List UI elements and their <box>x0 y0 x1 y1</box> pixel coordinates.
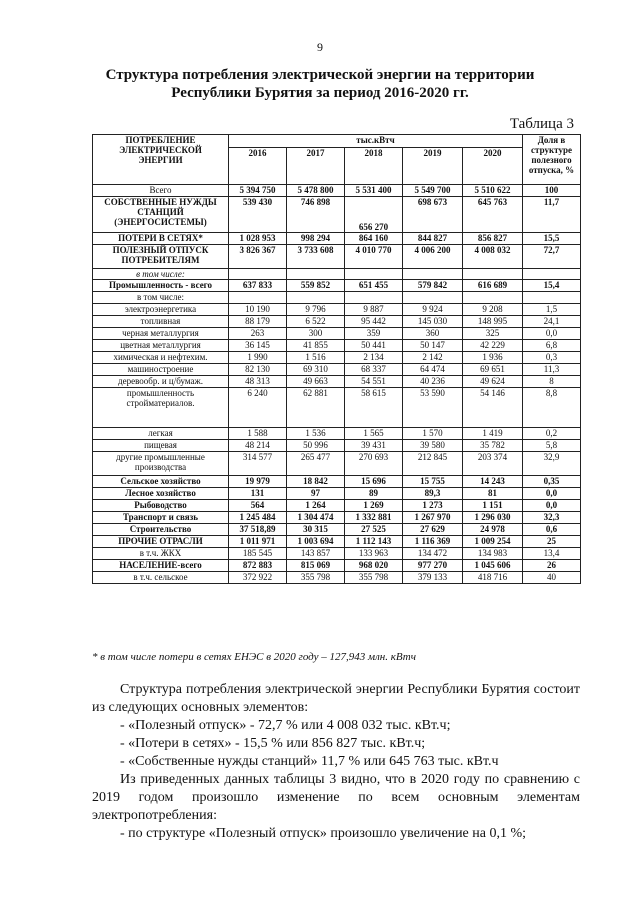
table-cell: 1 112 143 <box>345 536 403 548</box>
table-cell: 24 978 <box>463 524 523 536</box>
table-cell: 2 134 <box>345 352 403 364</box>
table-cell: 968 020 <box>345 560 403 572</box>
table-cell: 9 796 <box>287 304 345 316</box>
table-cell: 359 <box>345 328 403 340</box>
table-cell: 325 <box>463 328 523 340</box>
table-cell: 48 313 <box>229 376 287 388</box>
table-label: Таблица 3 <box>509 116 574 132</box>
table-cell: 263 <box>229 328 287 340</box>
consumption-table <box>92 134 581 584</box>
table-cell: 5 394 750 <box>229 185 287 197</box>
table-cell: 656 270 <box>345 197 403 233</box>
list-item: - «Собственные нужды станций» 11,7 % или 645 763 тыс. кВт.ч <box>120 754 499 769</box>
table-cell: 1 296 030 <box>463 512 523 524</box>
share-cell: 0,35 <box>523 476 581 488</box>
table-row <box>93 488 581 500</box>
table-cell: 62 881 <box>287 388 345 428</box>
table-cell: 1 588 <box>229 428 287 440</box>
table-cell <box>345 269 403 280</box>
share-cell: 0,2 <box>523 428 581 440</box>
share-cell: 24,1 <box>523 316 581 328</box>
table-cell: 270 693 <box>345 452 403 476</box>
table-cell: 9 887 <box>345 304 403 316</box>
table-cell: 185 545 <box>229 548 287 560</box>
row-label: Сельское хозяйство <box>93 476 229 488</box>
table-cell: 637 833 <box>229 280 287 292</box>
table-cell: 856 827 <box>463 233 523 245</box>
table-cell: 10 190 <box>229 304 287 316</box>
table-cell: 42 229 <box>463 340 523 352</box>
table-cell: 64 474 <box>403 364 463 376</box>
table-cell: 69 651 <box>463 364 523 376</box>
table-cell: 40 236 <box>403 376 463 388</box>
table-cell: 134 472 <box>403 548 463 560</box>
table-cell: 39 580 <box>403 440 463 452</box>
table-cell: 355 798 <box>287 572 345 584</box>
table-row <box>93 548 581 560</box>
year-header: 2017 <box>287 148 345 185</box>
table-cell: 698 673 <box>403 197 463 233</box>
table-row <box>93 269 581 280</box>
row-label: Транспорт и связь <box>93 512 229 524</box>
share-cell: 8 <box>523 376 581 388</box>
table-cell: 5 510 622 <box>463 185 523 197</box>
table-cell: 1 565 <box>345 428 403 440</box>
row-label: черная металлургия <box>93 328 229 340</box>
table-cell: 360 <box>403 328 463 340</box>
table-cell: 645 763 <box>463 197 523 233</box>
table-cell: 37 518,89 <box>229 524 287 536</box>
year-header: 2020 <box>463 148 523 185</box>
row-label: пищевая <box>93 440 229 452</box>
share-cell: 32,9 <box>523 452 581 476</box>
table-cell: 15 755 <box>403 476 463 488</box>
table-cell: 89,3 <box>403 488 463 500</box>
table-row <box>93 536 581 548</box>
table-cell: 1 332 881 <box>345 512 403 524</box>
table-cell: 9 924 <box>403 304 463 316</box>
table-cell <box>287 292 345 304</box>
table-cell: 5 478 800 <box>287 185 345 197</box>
table-cell: 95 442 <box>345 316 403 328</box>
table-cell: 50 996 <box>287 440 345 452</box>
table-cell: 58 615 <box>345 388 403 428</box>
footnote: * в том числе потери в сетях ЕНЭС в 2020 году – 127,943 млн. кВтч <box>92 651 416 663</box>
table-cell: 746 898 <box>287 197 345 233</box>
table-row <box>93 524 581 536</box>
table-cell: 1 516 <box>287 352 345 364</box>
table-cell: 300 <box>287 328 345 340</box>
table-row <box>93 500 581 512</box>
table-cell: 418 716 <box>463 572 523 584</box>
share-cell: 0,0 <box>523 488 581 500</box>
table-cell: 579 842 <box>403 280 463 292</box>
table-row <box>93 340 581 352</box>
table-cell: 35 782 <box>463 440 523 452</box>
table-cell: 6 240 <box>229 388 287 428</box>
table-cell: 1 003 694 <box>287 536 345 548</box>
table-cell: 49 663 <box>287 376 345 388</box>
table-cell: 89 <box>345 488 403 500</box>
row-label: СОБСТВЕННЫЕ НУЖДЫ СТАНЦИЙ (ЭНЕРГОСИСТЕМЫ) <box>93 197 229 233</box>
table-cell: 68 337 <box>345 364 403 376</box>
row-label: другие промышленные производства <box>93 452 229 476</box>
table-cell: 50 441 <box>345 340 403 352</box>
table-cell: 815 069 <box>287 560 345 572</box>
list-item: - «Потери в сетях» - 15,5 % или 856 827 тыс. кВт.ч; <box>120 736 426 751</box>
table-cell: 3 826 367 <box>229 245 287 269</box>
table-row <box>93 245 581 269</box>
table-cell: 1 536 <box>287 428 345 440</box>
share-cell: 100 <box>523 185 581 197</box>
row-label: НАСЕЛЕНИЕ-всего <box>93 560 229 572</box>
header-share: Доля в структуре полезного отпуска, % <box>523 135 581 185</box>
row-label: Рыбоводство <box>93 500 229 512</box>
table-cell: 18 842 <box>287 476 345 488</box>
row-label: ПРОЧИЕ ОТРАСЛИ <box>93 536 229 548</box>
row-label: химическая и нефтехим. <box>93 352 229 364</box>
table-cell <box>229 292 287 304</box>
year-header: 2018 <box>345 148 403 185</box>
row-label: в том числе: <box>93 292 229 304</box>
share-cell: 6,8 <box>523 340 581 352</box>
table-row <box>93 440 581 452</box>
table-cell: 4 010 770 <box>345 245 403 269</box>
table-cell: 54 146 <box>463 388 523 428</box>
paragraph: Из приведенных данных таблицы 3 видно, что в 2020 году по сравнению с 2019 годом произошло изменение по всем основным элементам электропотребления: <box>92 772 580 823</box>
row-label: ПОЛЕЗНЫЙ ОТПУСК ПОТРЕБИТЕЛЯМ <box>93 245 229 269</box>
table-row <box>93 572 581 584</box>
table-cell: 651 455 <box>345 280 403 292</box>
share-cell: 8,8 <box>523 388 581 428</box>
list-item: - «Полезный отпуск» - 72,7 % или 4 008 032 тыс. кВт.ч; <box>120 718 451 733</box>
row-label: топливная <box>93 316 229 328</box>
row-label: цветная металлургия <box>93 340 229 352</box>
row-label: Всего <box>93 185 229 197</box>
table-row <box>93 316 581 328</box>
list-item: - по структуре «Полезный отпуск» произошло увеличение на 0,1 %; <box>120 826 527 841</box>
share-cell: 11,7 <box>523 197 581 233</box>
table-cell: 1 151 <box>463 500 523 512</box>
table-cell: 54 551 <box>345 376 403 388</box>
table-cell: 265 477 <box>287 452 345 476</box>
table-cell: 2 142 <box>403 352 463 364</box>
share-cell: 25 <box>523 536 581 548</box>
table-cell: 314 577 <box>229 452 287 476</box>
table-cell: 864 160 <box>345 233 403 245</box>
table-cell: 145 030 <box>403 316 463 328</box>
table-cell: 4 008 032 <box>463 245 523 269</box>
paragraph: Структура потребления электрической энергии Республики Бурятия состоит из следующих основных элементов: <box>92 682 580 715</box>
row-label: ПОТЕРИ В СЕТЯХ* <box>93 233 229 245</box>
table-cell: 133 963 <box>345 548 403 560</box>
share-cell: 13,4 <box>523 548 581 560</box>
table-cell: 4 006 200 <box>403 245 463 269</box>
table-cell: 1 028 953 <box>229 233 287 245</box>
table-cell: 30 315 <box>287 524 345 536</box>
table-cell: 1 011 971 <box>229 536 287 548</box>
share-cell <box>523 292 581 304</box>
row-label: электроэнергетика <box>93 304 229 316</box>
year-header: 2016 <box>229 148 287 185</box>
table-row <box>93 452 581 476</box>
table-cell <box>287 269 345 280</box>
row-label: машиностроение <box>93 364 229 376</box>
table-cell: 6 522 <box>287 316 345 328</box>
table-cell: 81 <box>463 488 523 500</box>
table-cell: 27 525 <box>345 524 403 536</box>
table-cell: 1 304 474 <box>287 512 345 524</box>
table-cell: 82 130 <box>229 364 287 376</box>
table-row <box>93 476 581 488</box>
table-cell: 1 990 <box>229 352 287 364</box>
table-row <box>93 280 581 292</box>
table-row <box>93 376 581 388</box>
table-cell <box>403 269 463 280</box>
row-label: промышленность стройматериалов. <box>93 388 229 428</box>
table-row <box>93 328 581 340</box>
table-cell: 41 855 <box>287 340 345 352</box>
table-row <box>93 352 581 364</box>
row-label: Промышленность - всего <box>93 280 229 292</box>
table-row <box>93 388 581 428</box>
table-cell: 49 624 <box>463 376 523 388</box>
table-cell: 1 267 970 <box>403 512 463 524</box>
share-cell: 26 <box>523 560 581 572</box>
table-cell: 1 570 <box>403 428 463 440</box>
table-cell: 616 689 <box>463 280 523 292</box>
table-cell <box>229 269 287 280</box>
share-cell: 15,5 <box>523 233 581 245</box>
share-cell: 15,4 <box>523 280 581 292</box>
table-cell <box>403 292 463 304</box>
table-cell: 88 179 <box>229 316 287 328</box>
table-row <box>93 364 581 376</box>
table-cell: 53 590 <box>403 388 463 428</box>
table-cell: 539 430 <box>229 197 287 233</box>
year-header: 2019 <box>403 148 463 185</box>
table-cell: 1 273 <box>403 500 463 512</box>
row-label: в том числе: <box>93 269 229 280</box>
table-cell: 19 979 <box>229 476 287 488</box>
table-row <box>93 560 581 572</box>
share-cell: 0,3 <box>523 352 581 364</box>
table-cell: 1 009 254 <box>463 536 523 548</box>
table-cell: 1 264 <box>287 500 345 512</box>
table-cell: 564 <box>229 500 287 512</box>
table-cell: 1 419 <box>463 428 523 440</box>
table-cell <box>345 292 403 304</box>
share-cell: 5,8 <box>523 440 581 452</box>
table-row <box>93 233 581 245</box>
row-label: в т.ч. сельское <box>93 572 229 584</box>
table-cell: 559 852 <box>287 280 345 292</box>
table-cell: 148 995 <box>463 316 523 328</box>
table-row <box>93 185 581 197</box>
table-cell: 48 214 <box>229 440 287 452</box>
table-cell: 69 310 <box>287 364 345 376</box>
table-cell: 3 733 608 <box>287 245 345 269</box>
table-row <box>93 428 581 440</box>
table-cell: 50 147 <box>403 340 463 352</box>
table-cell: 5 549 700 <box>403 185 463 197</box>
table-cell: 998 294 <box>287 233 345 245</box>
table-cell: 1 116 369 <box>403 536 463 548</box>
page-title: Структура потребления электрической энергии на территории Республики Бурятия за период 2016-2020 гг. <box>105 67 535 101</box>
body-text <box>92 681 580 843</box>
row-label: Лесное хозяйство <box>93 488 229 500</box>
table-cell: 872 883 <box>229 560 287 572</box>
table-body <box>93 185 581 584</box>
row-label: в т.ч. ЖКХ <box>93 548 229 560</box>
table-cell: 1 245 484 <box>229 512 287 524</box>
table-cell: 379 133 <box>403 572 463 584</box>
table-cell: 5 531 400 <box>345 185 403 197</box>
table-row <box>93 197 581 233</box>
table-cell: 1 936 <box>463 352 523 364</box>
table-cell: 355 798 <box>345 572 403 584</box>
table-cell <box>463 292 523 304</box>
table-cell: 97 <box>287 488 345 500</box>
table-cell: 372 922 <box>229 572 287 584</box>
table-cell: 39 431 <box>345 440 403 452</box>
table-cell: 14 243 <box>463 476 523 488</box>
share-cell: 0,0 <box>523 500 581 512</box>
share-cell: 11,3 <box>523 364 581 376</box>
share-cell: 72,7 <box>523 245 581 269</box>
table-cell: 9 208 <box>463 304 523 316</box>
table-cell: 212 845 <box>403 452 463 476</box>
share-cell: 32,3 <box>523 512 581 524</box>
table-cell: 1 269 <box>345 500 403 512</box>
table-cell: 36 145 <box>229 340 287 352</box>
table-cell: 1 045 606 <box>463 560 523 572</box>
table-cell: 143 857 <box>287 548 345 560</box>
share-cell: 0,0 <box>523 328 581 340</box>
table-cell: 134 983 <box>463 548 523 560</box>
table-cell: 844 827 <box>403 233 463 245</box>
share-cell: 1,5 <box>523 304 581 316</box>
header-units: тыс.кВтч <box>229 135 523 148</box>
share-cell: 0,6 <box>523 524 581 536</box>
page-number: 9 <box>317 40 323 54</box>
header-consumption: ПОТРЕБЛЕНИЕ ЭЛЕКТРИЧЕСКОЙ ЭНЕРГИИ <box>93 135 229 185</box>
table-cell: 131 <box>229 488 287 500</box>
table-row <box>93 292 581 304</box>
share-cell <box>523 269 581 280</box>
table-cell: 203 374 <box>463 452 523 476</box>
share-cell: 40 <box>523 572 581 584</box>
table-row <box>93 304 581 316</box>
table-row <box>93 512 581 524</box>
row-label: легкая <box>93 428 229 440</box>
table-cell <box>463 269 523 280</box>
table-cell: 27 629 <box>403 524 463 536</box>
table-cell: 977 270 <box>403 560 463 572</box>
row-label: деревообр. и ц/бумаж. <box>93 376 229 388</box>
table-cell: 15 696 <box>345 476 403 488</box>
row-label: Строительство <box>93 524 229 536</box>
